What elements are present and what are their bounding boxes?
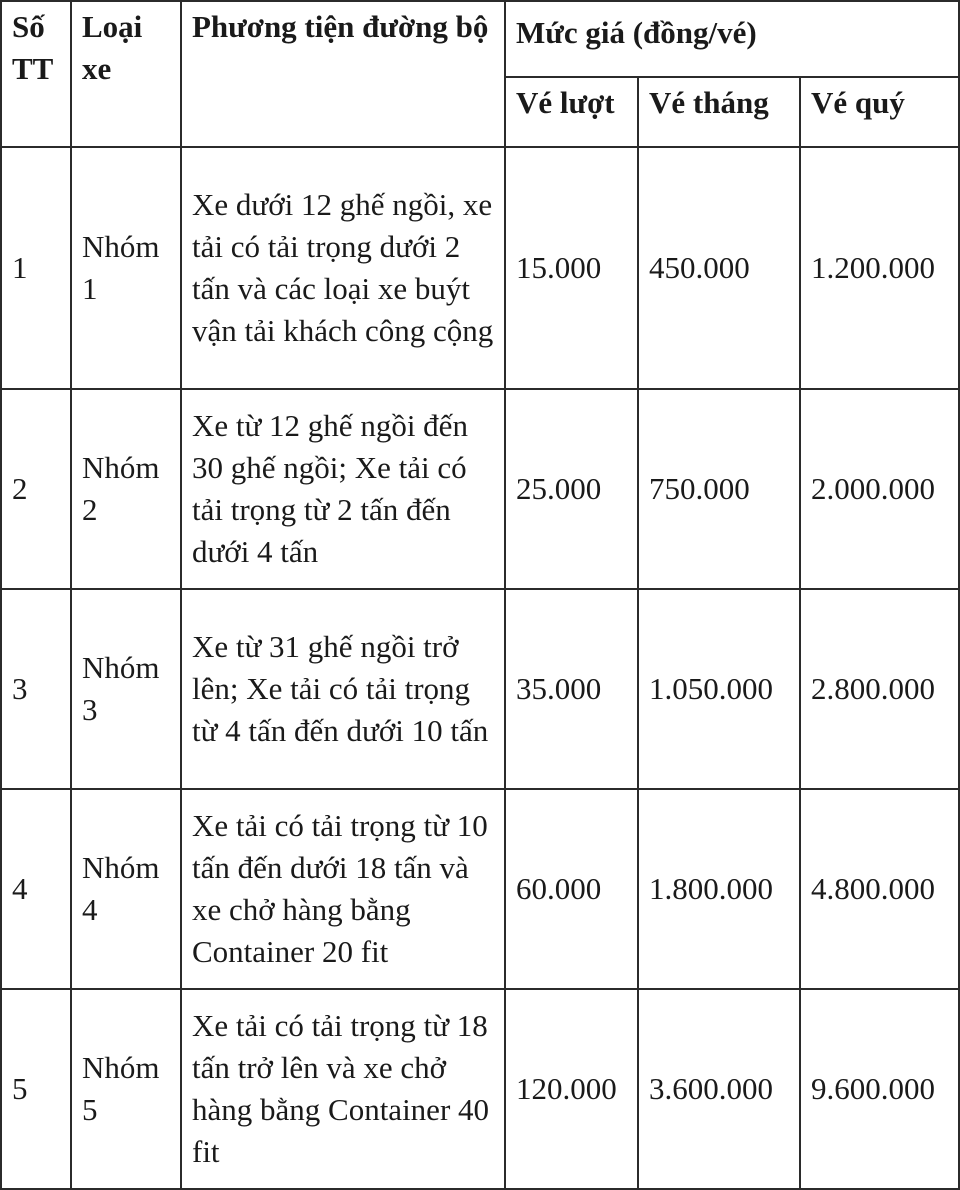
row-stt: 3 — [1, 589, 71, 789]
row-monthly-ticket-price: 3.600.000 — [638, 989, 800, 1189]
row-vehicle-description: Xe từ 12 ghế ngồi đến 30 ghế ngồi; Xe tải có tải trọng từ 2 tấn đến dưới 4 tấn — [181, 389, 505, 589]
row-monthly-ticket-price: 750.000 — [638, 389, 800, 589]
table-row — [1, 147, 959, 389]
header-phuong-tien: Phương tiện đường bộ — [181, 1, 505, 147]
row-single-ticket-price: 25.000 — [505, 389, 638, 589]
row-vehicle-group: Nhóm 4 — [71, 789, 181, 989]
table-row — [1, 789, 959, 989]
table-row — [1, 389, 959, 589]
row-stt: 1 — [1, 147, 71, 389]
header-muc-gia: Mức giá (đồng/vé) — [505, 1, 959, 77]
row-vehicle-description: Xe tải có tải trọng từ 18 tấn trở lên và xe chở hàng bằng Container 40 fit — [181, 989, 505, 1189]
header-stt: Số TT — [1, 1, 71, 147]
row-stt: 4 — [1, 789, 71, 989]
row-vehicle-group: Nhóm 3 — [71, 589, 181, 789]
header-ve-luot: Vé lượt — [505, 77, 638, 147]
row-single-ticket-price: 120.000 — [505, 989, 638, 1189]
row-vehicle-description: Xe từ 31 ghế ngồi trở lên; Xe tải có tải trọng từ 4 tấn đến dưới 10 tấn — [181, 589, 505, 789]
row-stt: 2 — [1, 389, 71, 589]
row-vehicle-description: Xe dưới 12 ghế ngồi, xe tải có tải trọng dưới 2 tấn và các loại xe buýt vận tải khách công cộng — [181, 147, 505, 389]
header-ve-thang: Vé tháng — [638, 77, 800, 147]
row-quarterly-ticket-price: 4.800.000 — [800, 789, 959, 989]
row-vehicle-group: Nhóm 1 — [71, 147, 181, 389]
header-row-1 — [1, 1, 959, 77]
row-vehicle-description: Xe tải có tải trọng từ 10 tấn đến dưới 18 tấn và xe chở hàng bằng Container 20 fit — [181, 789, 505, 989]
row-quarterly-ticket-price: 9.600.000 — [800, 989, 959, 1189]
row-vehicle-group: Nhóm 5 — [71, 989, 181, 1189]
row-single-ticket-price: 60.000 — [505, 789, 638, 989]
header-loai-xe: Loại xe — [71, 1, 181, 147]
row-monthly-ticket-price: 450.000 — [638, 147, 800, 389]
header-ve-quy: Vé quý — [800, 77, 959, 147]
row-quarterly-ticket-price: 2.800.000 — [800, 589, 959, 789]
row-single-ticket-price: 35.000 — [505, 589, 638, 789]
row-single-ticket-price: 15.000 — [505, 147, 638, 389]
table-row — [1, 589, 959, 789]
row-quarterly-ticket-price: 1.200.000 — [800, 147, 959, 389]
row-quarterly-ticket-price: 2.000.000 — [800, 389, 959, 589]
table-row — [1, 989, 959, 1189]
row-vehicle-group: Nhóm 2 — [71, 389, 181, 589]
row-monthly-ticket-price: 1.800.000 — [638, 789, 800, 989]
row-monthly-ticket-price: 1.050.000 — [638, 589, 800, 789]
row-stt: 5 — [1, 989, 71, 1189]
